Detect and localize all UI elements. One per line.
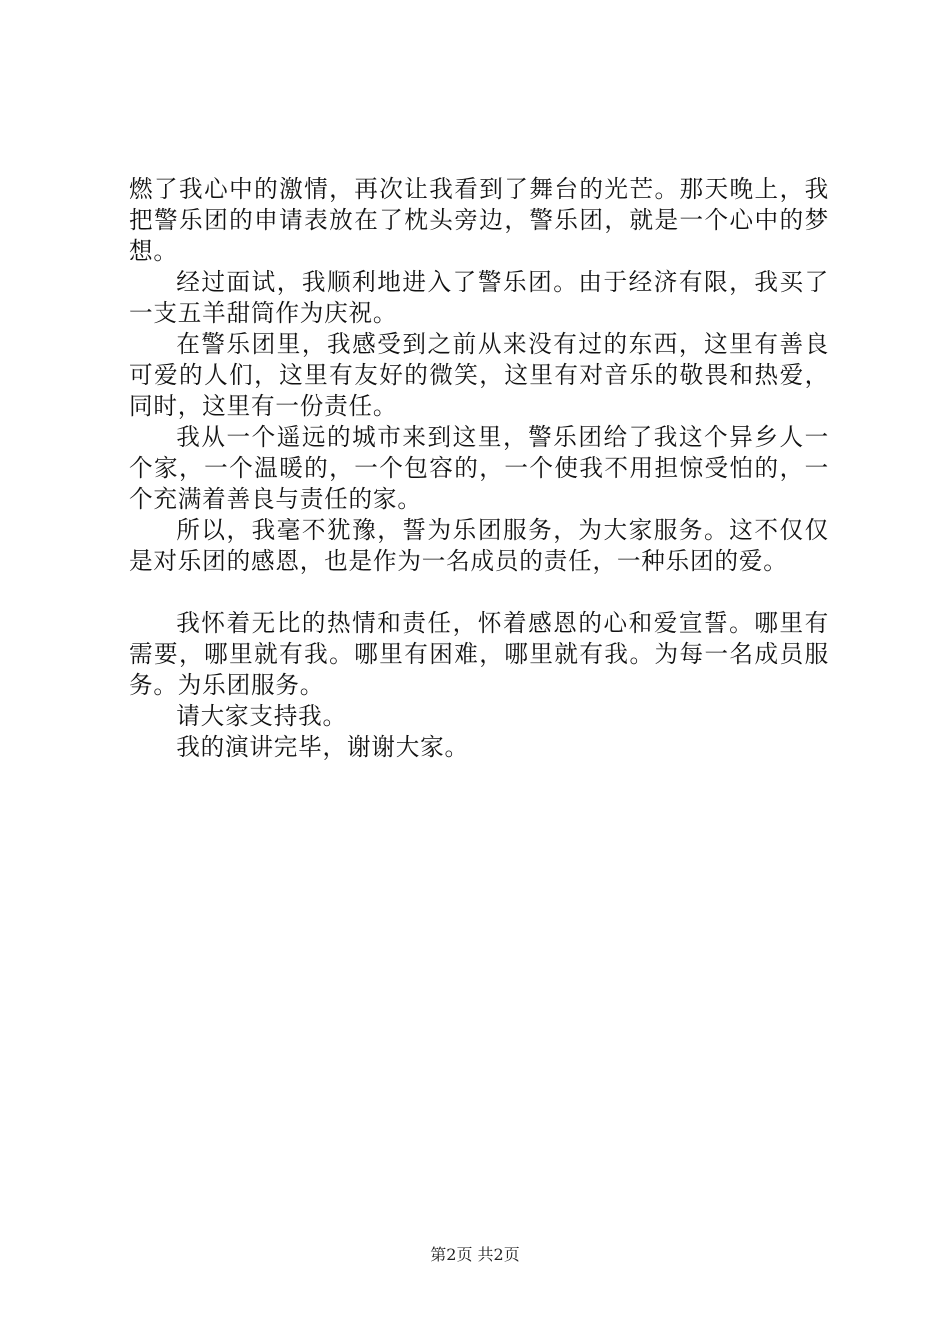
paragraph-7: 请大家支持我。 xyxy=(176,702,347,730)
paragraph-3: 在警乐团里，我感受到之前从来没有过的东西，这里有善良可爱的人们，这里有友好的微笑，这里有对音乐的敬畏和热爱，同时，这里有一份责任。 xyxy=(129,330,829,420)
document-body xyxy=(129,174,829,763)
paragraph-6: 我怀着无比的热情和责任，怀着感恩的心和爱宣誓。哪里有需要，哪里就有我。哪里有困难，哪里就有我。为每一名成员服务。为乐团服务。 xyxy=(129,609,829,699)
paragraph-8: 我的演讲完毕，谢谢大家。 xyxy=(176,733,469,761)
paragraph-4: 我从一个遥远的城市来到这里，警乐团给了我这个异乡人一个家，一个温暖的，一个包容的，一个使我不用担惊受怕的，一个充满着善良与责任的家。 xyxy=(129,423,829,513)
paragraph-1: 燃了我心中的激情，再次让我看到了舞台的光芒。那天晚上，我把警乐团的申请表放在了枕头旁边，警乐团，就是一个心中的梦想。 xyxy=(129,175,829,265)
paragraph-2: 经过面试，我顺利地进入了警乐团。由于经济有限，我买了一支五羊甜筒作为庆祝。 xyxy=(129,268,829,327)
page-footer: 第2页 共2页 xyxy=(430,1245,520,1264)
paragraph-5: 所以，我毫不犹豫，誓为乐团服务，为大家服务。这不仅仅是对乐团的感恩，也是作为一名成员的责任，一种乐团的爱。 xyxy=(129,516,829,575)
